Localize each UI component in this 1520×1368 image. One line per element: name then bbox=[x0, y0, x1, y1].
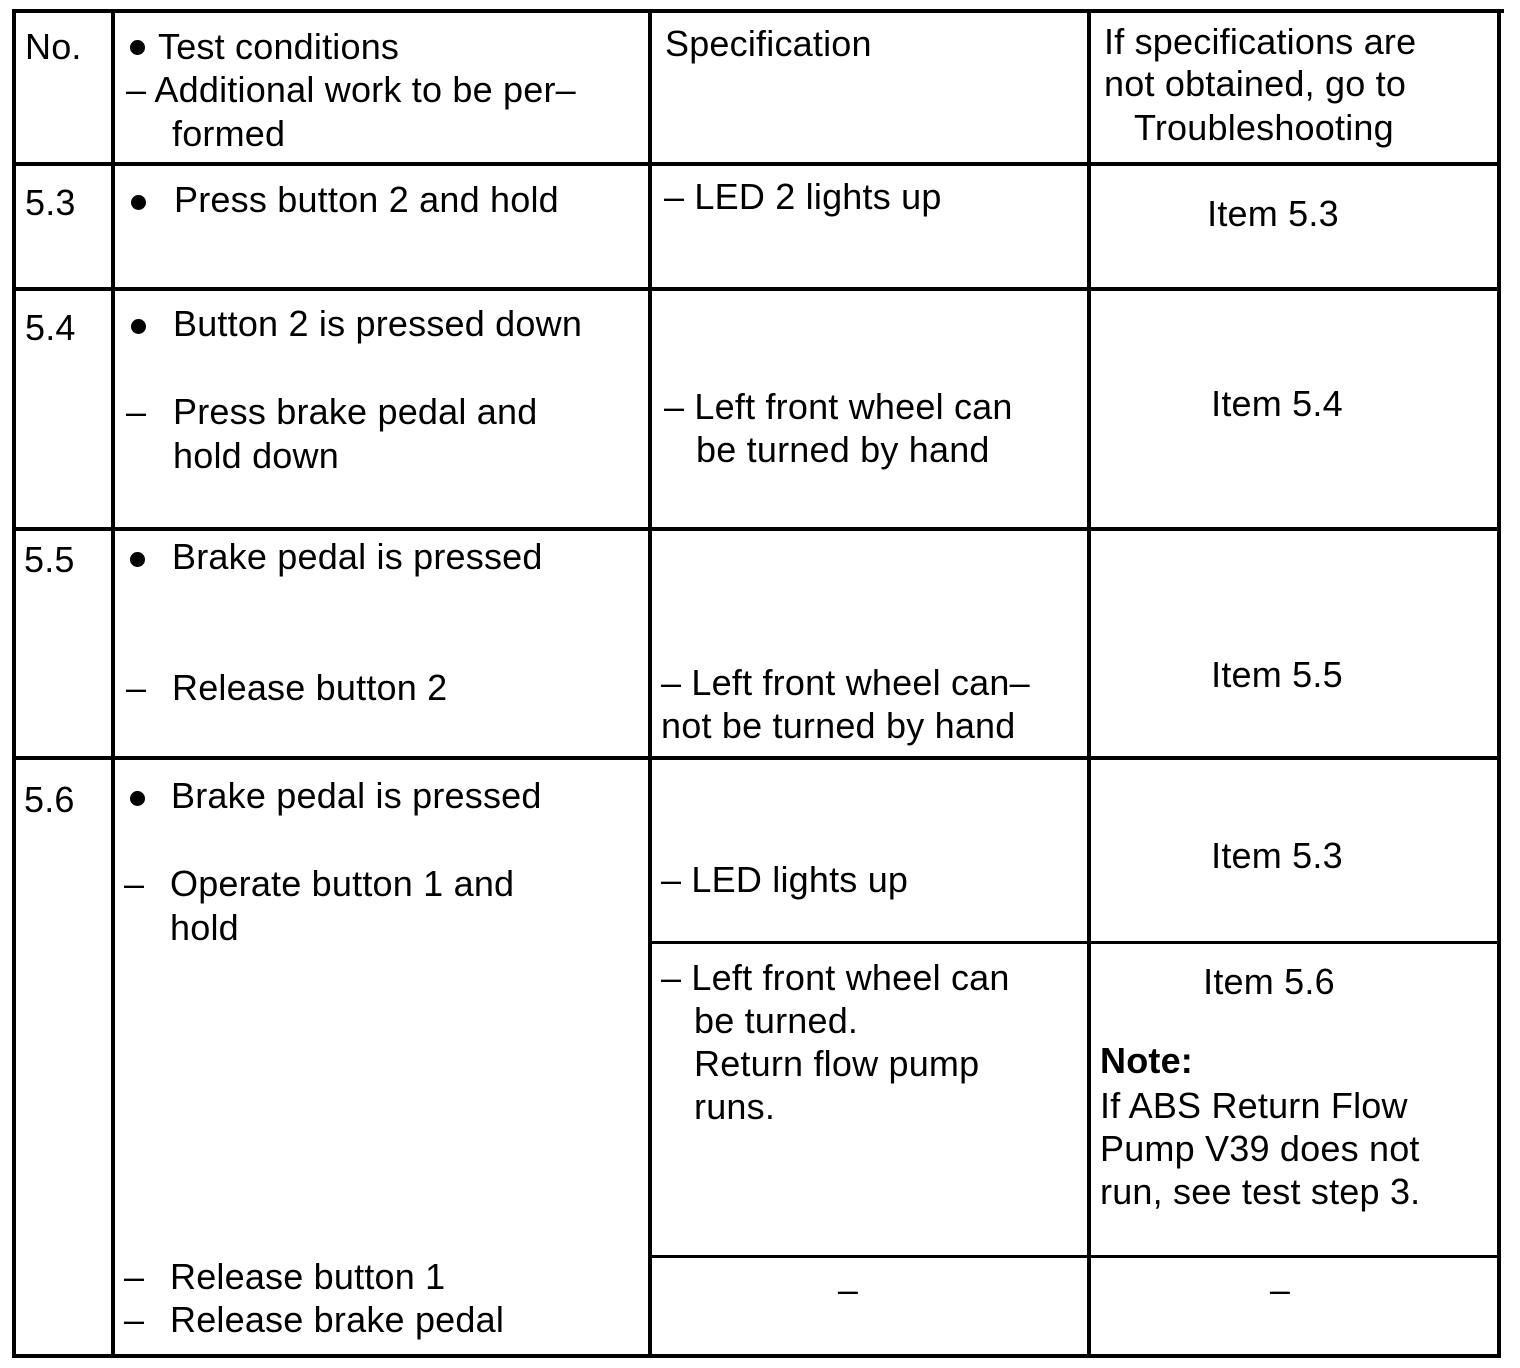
header-specification: Specification bbox=[665, 23, 872, 64]
column-divider-1 bbox=[111, 9, 115, 1358]
table-border-bottom bbox=[12, 1354, 1500, 1358]
row-5-3-specification: – LED 2 lights up bbox=[664, 176, 942, 217]
row-5-4-condition: Button 2 is pressed down bbox=[173, 303, 583, 344]
row-5-6-note-line1: If ABS Return Flow bbox=[1100, 1085, 1408, 1126]
row-5-6-item-b: Item 5.6 bbox=[1203, 961, 1335, 1002]
row-5-6-spec-a: – LED lights up bbox=[661, 859, 909, 900]
row-5-4-work-line1: Press brake pedal and bbox=[173, 391, 538, 432]
row-5-3-item: Item 5.3 bbox=[1207, 193, 1339, 234]
table-border-top bbox=[12, 9, 1504, 13]
bullet-icon bbox=[131, 195, 146, 210]
row-5-6-work-line2: hold bbox=[170, 907, 239, 948]
header-additional-work-line1: – Additional work to be per– bbox=[126, 69, 576, 110]
table-border-right bbox=[1497, 9, 1501, 1358]
sub-row-divider-1 bbox=[648, 941, 1501, 944]
row-5-4-spec-line2: be turned by hand bbox=[696, 429, 990, 470]
row-5-5-number: 5.5 bbox=[24, 539, 75, 580]
row-5-4-work-dash: – bbox=[126, 391, 147, 432]
row-5-3-number: 5.3 bbox=[25, 182, 76, 223]
row-divider-header bbox=[12, 162, 1501, 166]
header-no: No. bbox=[25, 26, 82, 67]
row-5-6-work-dash: – bbox=[124, 863, 145, 904]
header-test-conditions: Test conditions bbox=[158, 26, 400, 67]
table-border-left bbox=[12, 9, 16, 1358]
row-5-6-item-c: – bbox=[1269, 1269, 1291, 1310]
bullet-icon bbox=[130, 791, 145, 806]
row-5-6-work-dash: – bbox=[124, 1256, 145, 1297]
row-5-4-number: 5.4 bbox=[25, 307, 76, 348]
row-5-6-number: 5.6 bbox=[24, 779, 75, 820]
row-5-6-work-line4: Release brake pedal bbox=[170, 1299, 505, 1340]
sub-row-divider-2 bbox=[648, 1255, 1501, 1258]
row-5-4-item: Item 5.4 bbox=[1211, 383, 1343, 424]
column-divider-2 bbox=[648, 9, 652, 1358]
row-5-6-work-line1: Operate button 1 and bbox=[170, 863, 515, 904]
row-5-6-note-line3: run, see test step 3. bbox=[1100, 1171, 1421, 1212]
row-5-6-spec-b-line1: – Left front wheel can bbox=[661, 957, 1010, 998]
row-5-5-condition: Brake pedal is pressed bbox=[172, 536, 543, 577]
bullet-icon bbox=[131, 319, 146, 334]
row-5-4-spec-line1: – Left front wheel can bbox=[664, 386, 1013, 427]
row-divider-5-4 bbox=[12, 527, 1501, 531]
row-5-6-work-line3: Release button 1 bbox=[170, 1256, 446, 1297]
header-if-line2: not obtained, go to bbox=[1104, 63, 1407, 104]
row-5-5-work-line1: Release button 2 bbox=[172, 667, 448, 708]
row-5-4-work-line2: hold down bbox=[173, 435, 339, 476]
header-additional-work-line2: formed bbox=[172, 113, 286, 154]
row-divider-5-3 bbox=[12, 287, 1501, 291]
row-5-6-work-dash: – bbox=[124, 1299, 145, 1340]
row-5-6-spec-b-line2: be turned. bbox=[694, 1000, 859, 1041]
row-divider-5-5 bbox=[12, 756, 1501, 760]
row-5-6-note-label: Note: bbox=[1100, 1040, 1193, 1081]
row-5-5-spec-line1: – Left front wheel can– bbox=[661, 662, 1030, 703]
bullet-icon bbox=[130, 552, 145, 567]
row-5-6-item-a: Item 5.3 bbox=[1211, 835, 1343, 876]
row-5-6-condition: Brake pedal is pressed bbox=[171, 775, 542, 816]
row-5-5-work-dash: – bbox=[126, 667, 147, 708]
row-5-6-spec-b-line3: Return flow pump bbox=[694, 1043, 980, 1084]
row-5-5-item: Item 5.5 bbox=[1211, 654, 1343, 695]
row-5-5-spec-line2: not be turned by hand bbox=[661, 705, 1016, 746]
row-5-3-condition: Press button 2 and hold bbox=[174, 179, 559, 220]
header-if-line3: Troubleshooting bbox=[1134, 107, 1394, 148]
bullet-icon bbox=[130, 40, 145, 55]
row-5-6-note-line2: Pump V39 does not bbox=[1100, 1128, 1420, 1169]
row-5-6-spec-b-line4: runs. bbox=[694, 1086, 776, 1127]
row-5-6-spec-c: – bbox=[837, 1269, 859, 1310]
header-if-line1: If specifications are bbox=[1104, 21, 1417, 62]
